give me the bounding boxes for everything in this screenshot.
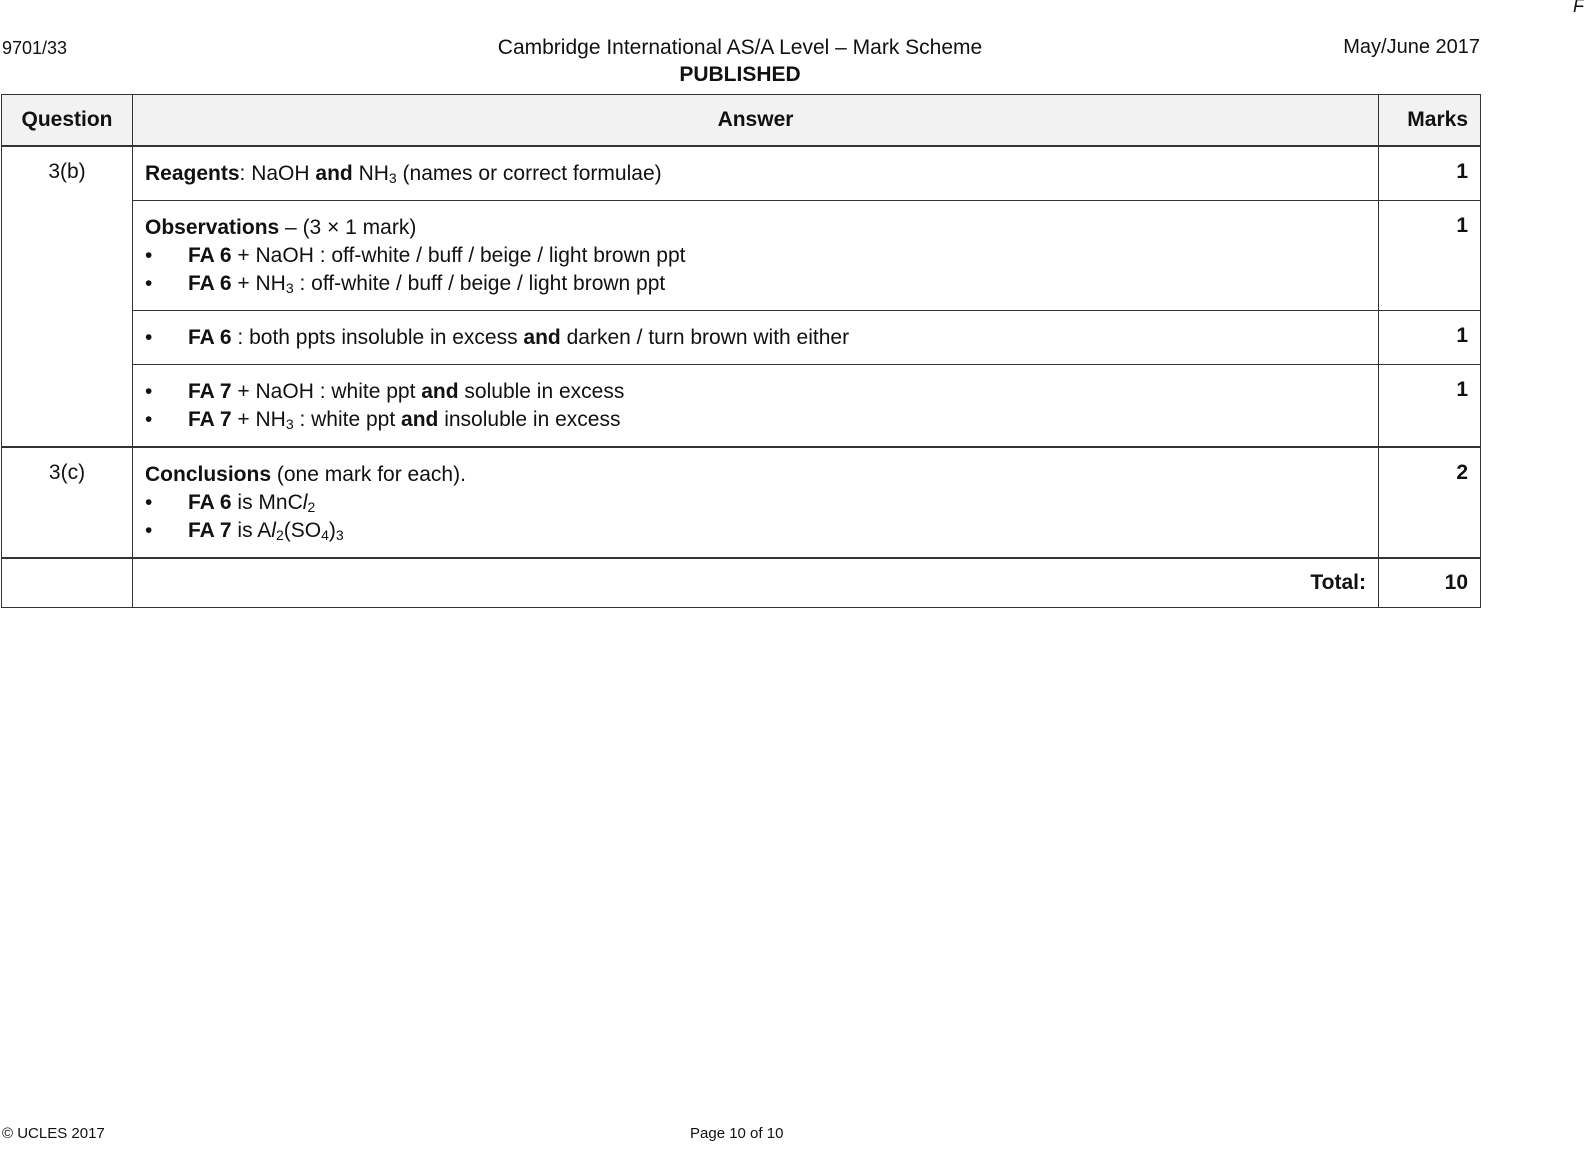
answer-fa6-excess: [133, 311, 1379, 365]
bullet-icon: •: [145, 380, 153, 403]
answer-text: darken / turn brown with either: [560, 326, 850, 349]
mark-value: 2: [1379, 447, 1481, 558]
document-title: Cambridge International AS/A Level – Mark Scheme: [497, 36, 983, 59]
bullet-icon: •: [145, 491, 153, 514]
mark-value: 1: [1379, 365, 1481, 448]
answer-text: – (3 × 1 mark): [279, 216, 417, 239]
table-row: [2, 365, 1481, 448]
answer-text: : NaOH: [239, 162, 316, 185]
answer-text: (SO: [283, 519, 322, 542]
column-header-marks: Marks: [1379, 95, 1481, 147]
sample-label: FA 6: [188, 491, 232, 514]
answer-text: (names or correct formulae): [396, 162, 662, 185]
bullet-icon: •: [145, 244, 153, 267]
sample-label: FA 7: [188, 408, 232, 431]
answer-text: + NaOH : off-white / buff / beige / light brown ppt: [231, 244, 686, 267]
bullet-item: [145, 242, 1366, 270]
bullet-item: [145, 489, 1366, 517]
subscript: 3: [388, 170, 397, 186]
document-code: 9701/33: [2, 38, 68, 58]
answer-text: NH: [352, 162, 389, 185]
answer-text: insoluble in excess: [438, 408, 621, 431]
subscript: 2: [275, 527, 284, 543]
answer-text: + NaOH : white ppt: [231, 380, 422, 403]
table-header-row: [2, 95, 1481, 147]
subscript: 3: [285, 280, 294, 296]
answer-text: + NH: [231, 408, 286, 431]
sample-label: FA 6: [188, 326, 232, 349]
and-keyword: and: [315, 162, 353, 185]
answer-text: (one mark for each).: [271, 463, 466, 486]
sample-label: FA 6: [188, 272, 232, 295]
total-label: Total:: [133, 558, 1379, 608]
total-value: 10: [1379, 558, 1481, 608]
mark-scheme-table: [1, 94, 1481, 608]
italic-letter: l: [302, 491, 308, 514]
table-row: [2, 447, 1481, 558]
answer-observations: [133, 201, 1379, 311]
answer-text: is MnC: [231, 491, 303, 514]
answer-text: : off-white / buff / beige / light brown ppt: [293, 272, 666, 295]
answer-text: soluble in excess: [458, 380, 625, 403]
page-number: Page 10 of 10: [690, 1125, 784, 1142]
mark-value: 1: [1379, 311, 1481, 365]
sample-label: FA 7: [188, 519, 232, 542]
answer-text: : both ppts insoluble in excess: [231, 326, 524, 349]
exam-session: May/June 2017: [1343, 36, 1480, 58]
answer-text: : white ppt: [293, 408, 402, 431]
table-row: [2, 311, 1481, 365]
question-number: 3(c): [2, 447, 133, 558]
answer-text: ): [328, 519, 336, 542]
empty-cell: [2, 558, 133, 608]
subscript: 3: [285, 416, 294, 432]
mark-value: 1: [1379, 201, 1481, 311]
sample-label: FA 6: [188, 244, 232, 267]
and-keyword: and: [421, 380, 459, 403]
answer-fa7: [133, 365, 1379, 448]
bullet-item: [145, 517, 1366, 545]
table-row: [2, 146, 1481, 201]
bullet-item: [145, 270, 1366, 298]
column-header-question: Question: [2, 95, 133, 147]
corner-mark: F: [1573, 0, 1584, 16]
column-header-answer: Answer: [133, 95, 1379, 147]
mark-value: 1: [1379, 146, 1481, 201]
bullet-icon: •: [145, 408, 153, 431]
bullet-item: [145, 324, 1366, 352]
italic-letter: l: [271, 519, 276, 542]
total-row: [2, 558, 1481, 608]
conclusions-label: Conclusions: [145, 463, 272, 486]
copyright-notice: © UCLES 2017: [2, 1125, 105, 1142]
table-row: [2, 201, 1481, 311]
answer-conclusions: [133, 447, 1379, 558]
answer-text: + NH: [231, 272, 286, 295]
document-status: PUBLISHED: [679, 63, 801, 86]
subscript: 2: [307, 499, 316, 515]
question-number: 3(b): [2, 146, 133, 447]
subscript: 4: [321, 527, 329, 543]
bullet-item: [145, 406, 1366, 434]
answer-text: is A: [231, 519, 272, 542]
subscript: 3: [335, 527, 344, 543]
bullet-icon: •: [145, 272, 153, 295]
bullet-icon: •: [145, 326, 153, 349]
observations-label: Observations: [145, 216, 280, 239]
bullet-item: [145, 378, 1366, 406]
reagents-label: Reagents: [145, 162, 240, 185]
and-keyword: and: [401, 408, 439, 431]
sample-label: FA 7: [188, 380, 232, 403]
answer-reagents: [133, 146, 1379, 201]
bullet-icon: •: [145, 519, 153, 542]
and-keyword: and: [523, 326, 561, 349]
